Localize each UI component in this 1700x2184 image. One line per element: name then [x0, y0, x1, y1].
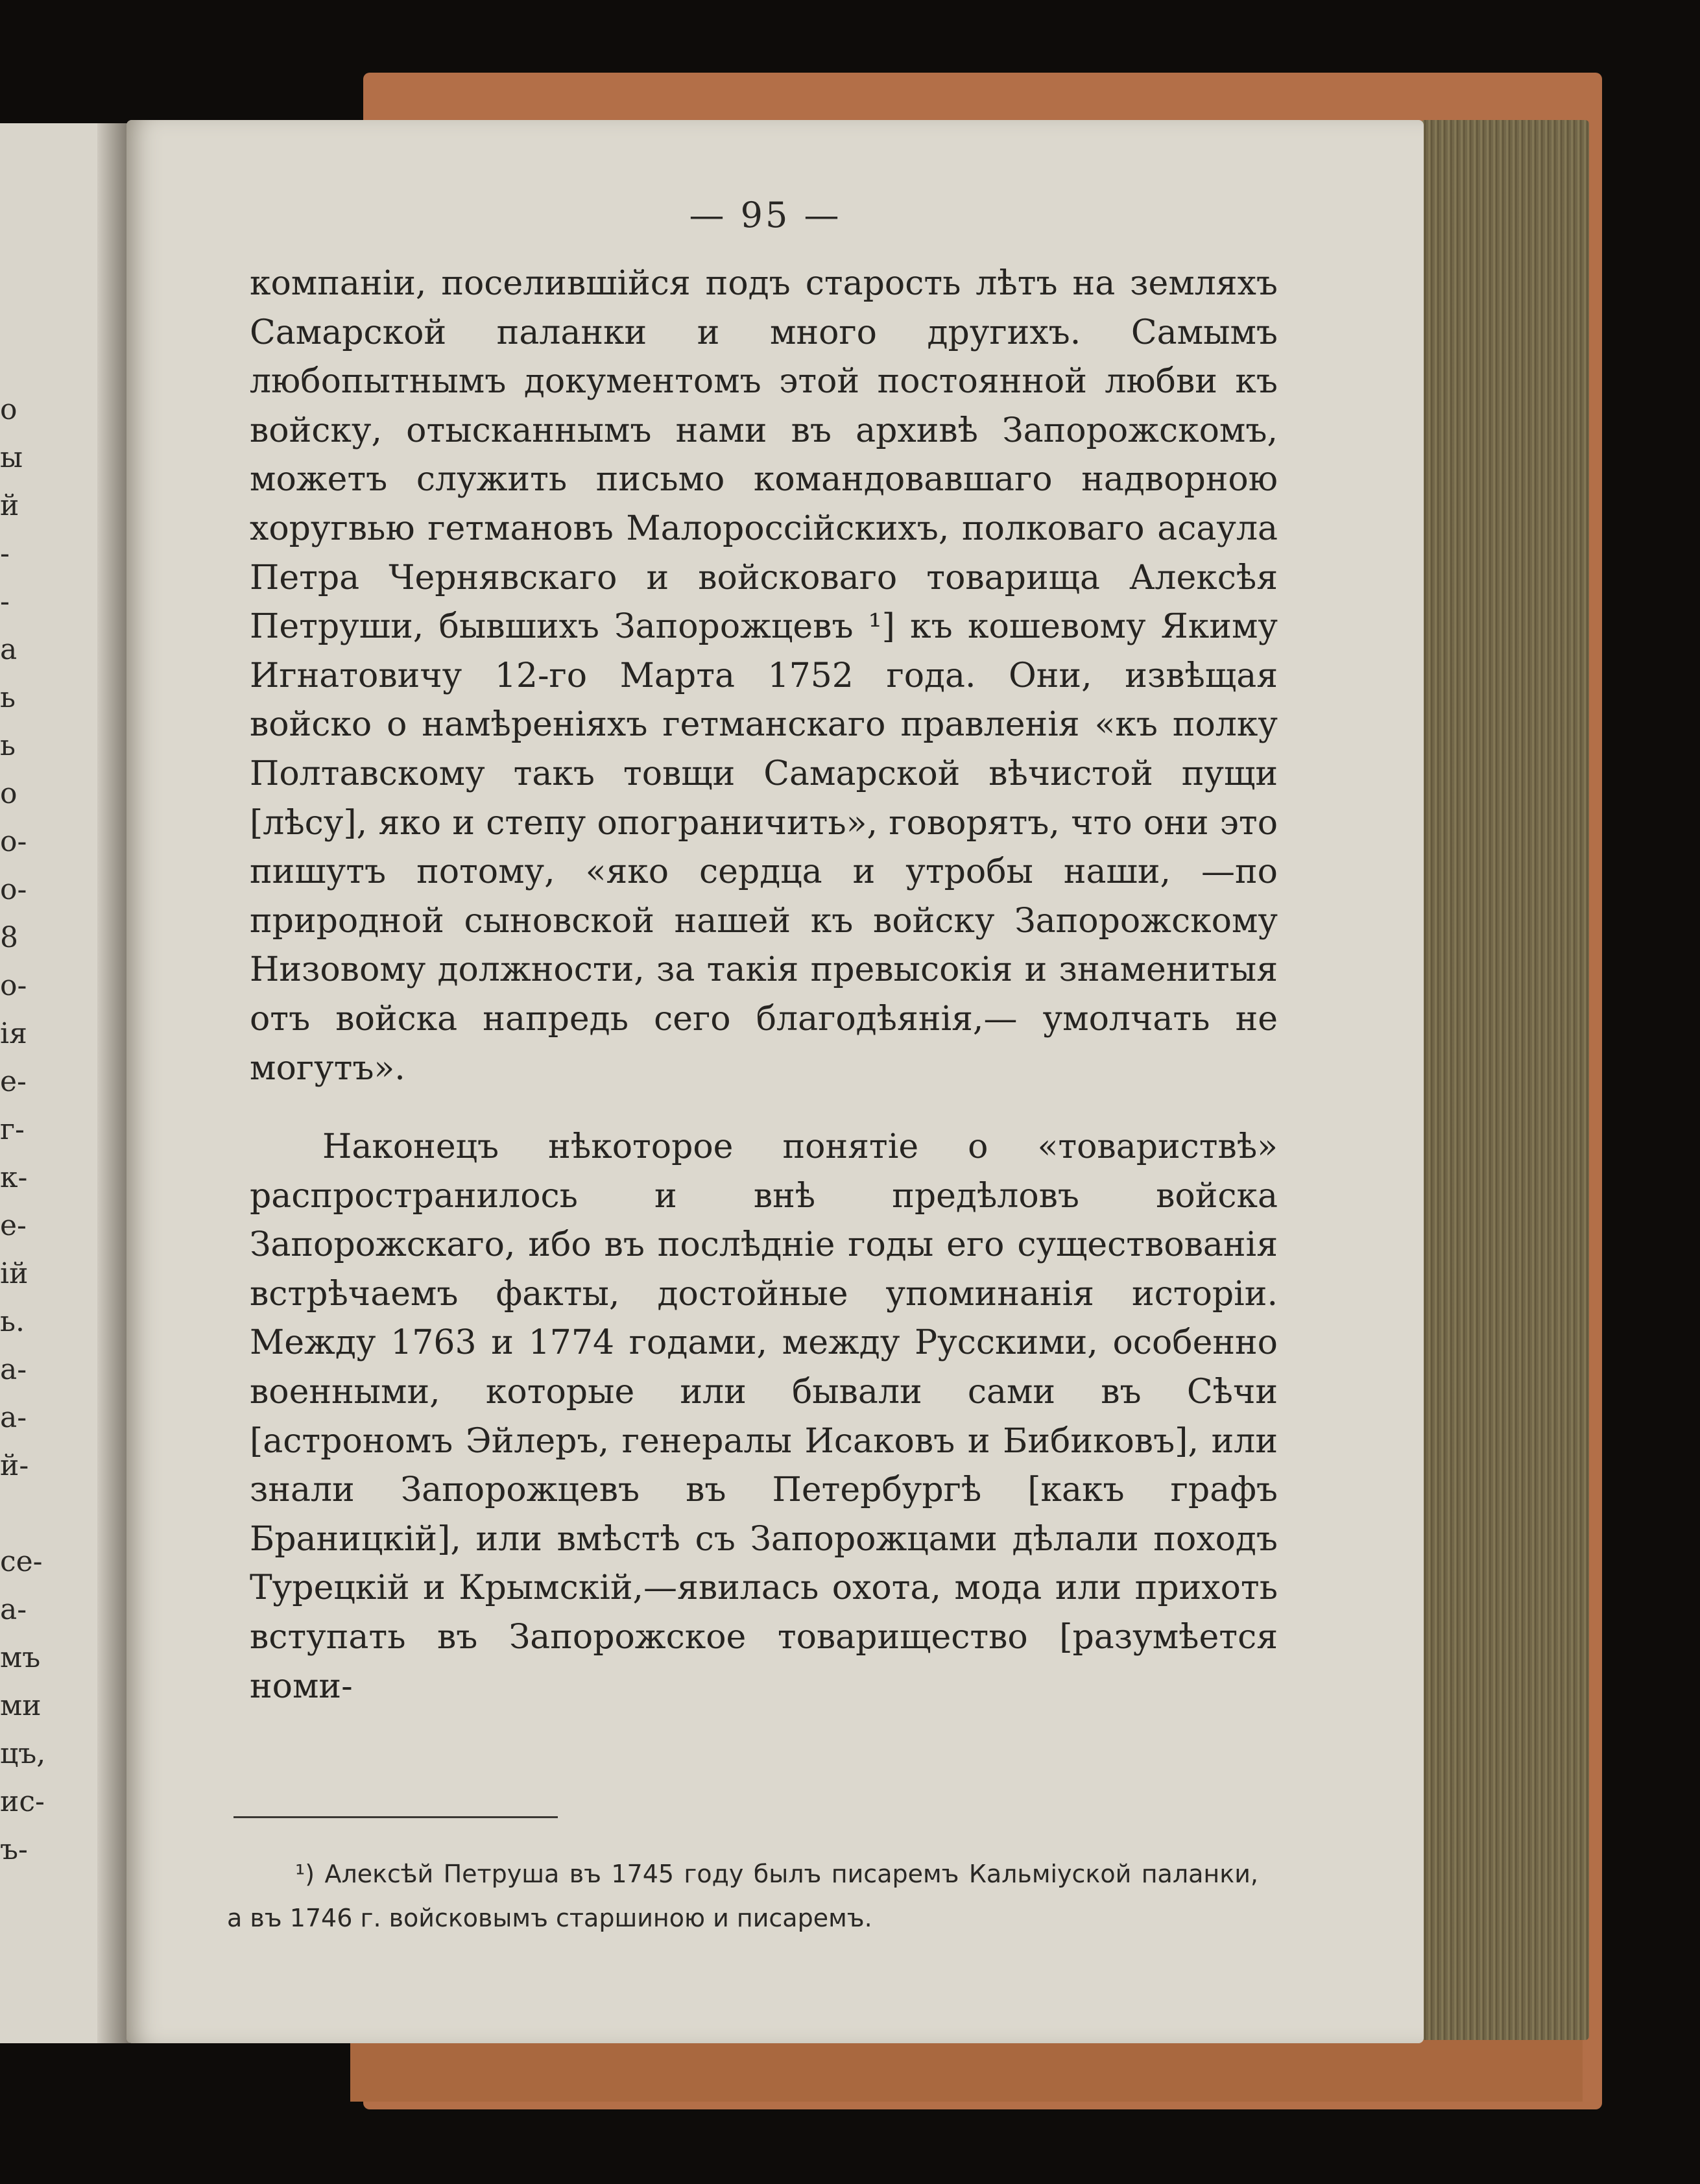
left-line-fragment: г-: [0, 1113, 25, 1146]
left-line-fragment: цъ,: [0, 1737, 46, 1770]
left-line-fragment: се-: [0, 1545, 43, 1578]
left-line-fragment: ій: [0, 1257, 29, 1290]
book-gutter: [97, 123, 130, 2043]
paragraph: компаніи, поселившійся подъ старость лѣтъ на земляхъ Самарской паланки и много другихъ. Самымъ любопытнымъ документомъ этой постоянной любви къ войску, отысканнымъ нами въ архивѣ Запорожскомъ, можетъ служить письмо командовавшаго надворною хоругвью гетмановъ Малороссійскихъ, полковаго асаула Петра Чернявскаго и войсковаго товарища Алексѣя Петруши, бывшихъ Запорожцевъ ¹] къ кошевому Якиму Игнатовичу 12-го Марта 1752 года. Они, извѣщая войско о намѣреніяхъ гетманскаго правленія «къ полку Полтавскому такъ товщи Самарской вѣчистой пущи [лѣсу], яко и степу опограничить», говорятъ, что они это пишутъ потому, «яко сердца и утробы наши, —по природной сыновской нашей къ войску Запорожскому Низовому должности, за такія превысокія и знаменитыя отъ войска напредь сего благодѣянія,— умолчать не могутъ».: [250, 264, 1278, 1088]
page-stack-edge: [1420, 120, 1589, 2040]
body-text: [250, 259, 1278, 1711]
footnote: ¹) Алексѣй Петруша въ 1745 году былъ писаремъ Кальміуской паланки, а въ 1746 г. войсковымъ старшиною и писаремъ.: [227, 1860, 1258, 1932]
left-line-fragment: о-: [0, 873, 27, 906]
left-line-fragment: ъ-: [0, 1833, 28, 1866]
left-page-line-endings: [0, 386, 45, 1874]
left-line-fragment: -: [0, 585, 10, 618]
footnote-divider: [233, 1816, 558, 1818]
left-line-fragment: ія: [0, 1017, 27, 1050]
left-line-fragment: й-: [0, 1449, 29, 1482]
left-line-fragment: а: [0, 633, 18, 666]
page-number: — 95 —: [689, 195, 842, 235]
paragraph: Наконецъ нѣкоторое понятіе о «товариствѣ» распространилось и внѣ предѣловъ войска Запорожскаго, ибо въ послѣдніе годы его существованія встрѣчаемъ факты, достойные упоминанія исторіи. Между 1763 и 1774 годами, между Русскими, особенно военными, которые или бывали сами въ Сѣчи [астрономъ Эйлеръ, генералы Исаковъ и Бибиковъ], или знали Запорожцевъ въ Петербургѣ [какъ графъ Браницкій], или вмѣстѣ съ Запорожцами дѣлали походъ Турецкій и Крымскій,—явилась охота, мода или прихоть вступать въ Запорожское товарищество [разумѣется номи-: [250, 1127, 1278, 1706]
left-line-fragment: ми: [0, 1689, 42, 1722]
left-line-fragment: о-: [0, 969, 27, 1002]
left-line-fragment: о: [0, 393, 18, 426]
left-line-fragment: ис-: [0, 1785, 45, 1818]
footnote-block: [227, 1852, 1258, 1940]
left-line-fragment: а-: [0, 1353, 27, 1386]
left-line-fragment: ь.: [0, 1305, 25, 1338]
left-line-fragment: мъ: [0, 1641, 41, 1674]
left-line-fragment: е-: [0, 1065, 27, 1098]
left-line-fragment: й: [0, 489, 19, 522]
left-line-fragment: а-: [0, 1401, 27, 1434]
left-line-fragment: 8: [0, 921, 18, 954]
left-line-fragment: ы: [0, 441, 23, 474]
left-line-fragment: -: [0, 537, 10, 570]
left-line-fragment: е-: [0, 1209, 27, 1242]
left-line-fragment: ь: [0, 729, 16, 762]
left-line-fragment: о: [0, 777, 18, 810]
left-line-fragment: [0, 1490, 45, 1538]
left-line-fragment: к-: [0, 1161, 28, 1194]
left-line-fragment: ь: [0, 681, 16, 714]
left-line-fragment: о-: [0, 825, 27, 858]
left-line-fragment: а-: [0, 1593, 27, 1626]
